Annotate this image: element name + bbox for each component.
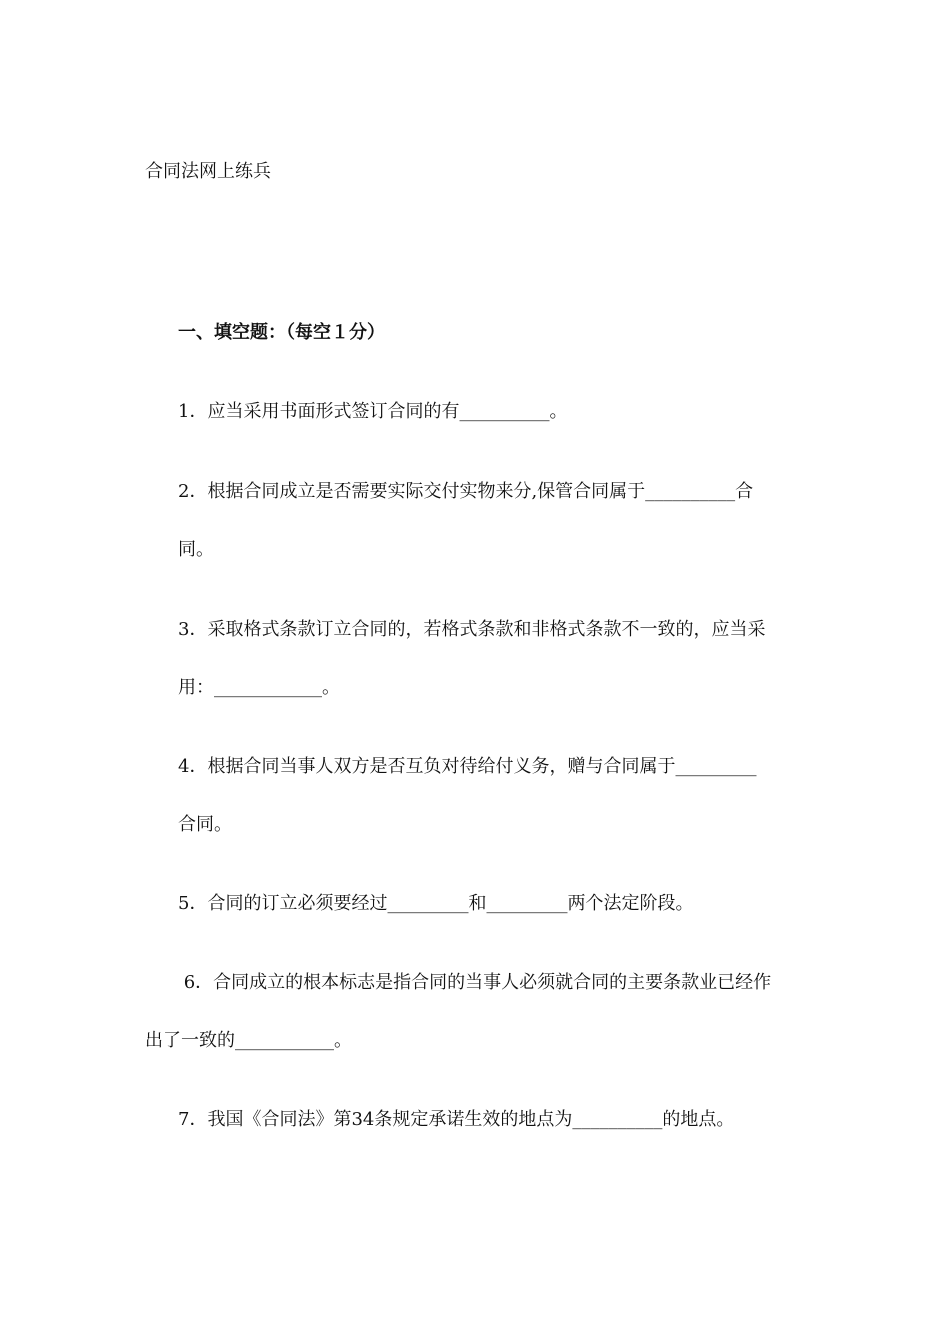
question-3-line-1: 3．采取格式条款订立合同的，若格式条款和非格式条款不一致的，应当采 <box>178 619 766 640</box>
question-7-line-1: 7．我国《合同法》第34条规定承诺生效的地点为__________的地点。 <box>178 1109 735 1130</box>
question-6-line-1: 6．合同成立的根本标志是指合同的当事人必须就合同的主要条款业已经作 <box>178 972 772 993</box>
document-title: 合同法网上练兵 <box>145 161 271 182</box>
question-1-line-1: 1．应当采用书面形式签订合同的有__________。 <box>178 401 568 422</box>
question-4-line-1: 4．根据合同当事人双方是否互负对待给付义务，赠与合同属于_________ <box>178 756 757 777</box>
question-6-line-2: 出了一致的___________。 <box>145 1030 352 1051</box>
question-3-line-2: 用：____________。 <box>178 677 340 698</box>
question-2-line-2: 同。 <box>178 539 214 560</box>
question-4-line-2: 合同。 <box>178 814 232 835</box>
question-2-line-1: 2．根据合同成立是否需要实际交付实物来分,保管合同属于__________合 <box>178 481 754 502</box>
section-heading: 一、填空题：（每空１分） <box>178 322 385 343</box>
question-5-line-1: 5．合同的订立必须要经过_________和_________两个法定阶段。 <box>178 893 694 914</box>
